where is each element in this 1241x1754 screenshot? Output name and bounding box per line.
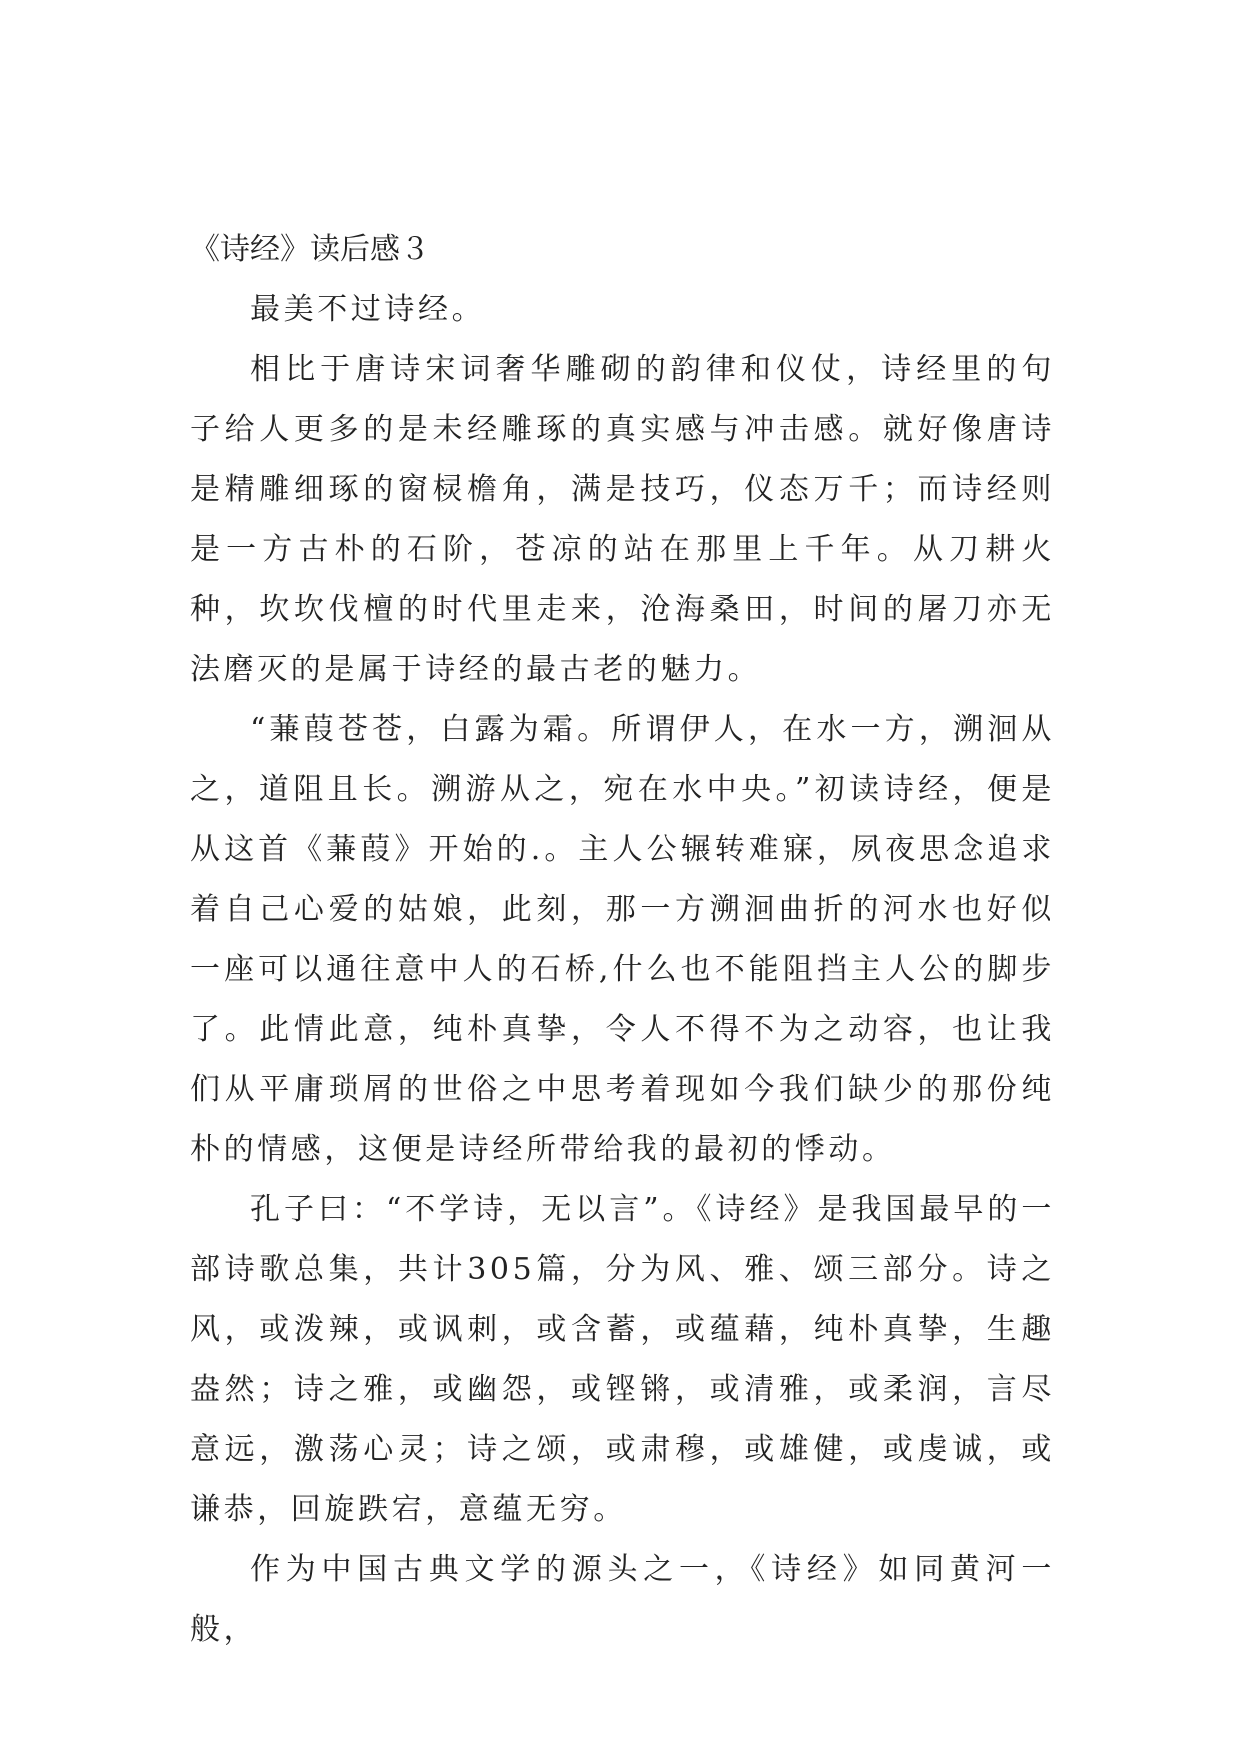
paragraph-3: “蒹葭苍苍，白露为霜。所谓伊人，在水一方，溯洄从之，道阻且长。溯游从之，宛在水中央。”初读诗经，便是从这首《蒹葭》开始的.。主人公辗转难寐，夙夜思念追求着自己心爱的姑娘，此刻，那一方溯洄曲折的河水也好似一座可以通往意中人的石桥,什么也不能阻挡主人公的脚步了。此情此意，纯朴真挚，令人不得不为之动容，也让我们从平庸琐屑的世俗之中思考着现如今我们缺少的那份纯朴的情感，这便是诗经所带给我的最初的悸动。 [190, 712, 1055, 1167]
paragraph-1: 最美不过诗经。 [250, 292, 486, 327]
document-title: 《诗经》读后感３ [190, 232, 430, 267]
document-body [190, 220, 1055, 1660]
paragraph-5: 作为中国古典文学的源头之一，《诗经》如同黄河一般， [190, 1552, 1055, 1647]
paragraph-4: 孔子曰：“不学诗，无以言”。《诗经》是我国最早的一部诗歌总集，共计305篇，分为风、雅、颂三部分。诗之风，或泼辣，或讽刺，或含蓄，或蕴藉，纯朴真挚，生趣盎然；诗之雅，或幽怨，或铿锵，或清雅，或柔润，言尽意远，激荡心灵；诗之颂，或肃穆，或雄健，或虔诚，或谦恭，回旋跌宕，意蕴无穷。 [190, 1192, 1055, 1527]
paragraph-2: 相比于唐诗宋词奢华雕砌的韵律和仪仗，诗经里的句子给人更多的是未经雕琢的真实感与冲击感。就好像唐诗是精雕细琢的窗棂檐角，满是技巧，仪态万千；而诗经则是一方古朴的石阶，苍凉的站在那里上千年。从刀耕火种，坎坎伐檀的时代里走来，沧海桑田，时间的屠刀亦无法磨灭的是属于诗经的最古老的魅力。 [190, 352, 1055, 687]
